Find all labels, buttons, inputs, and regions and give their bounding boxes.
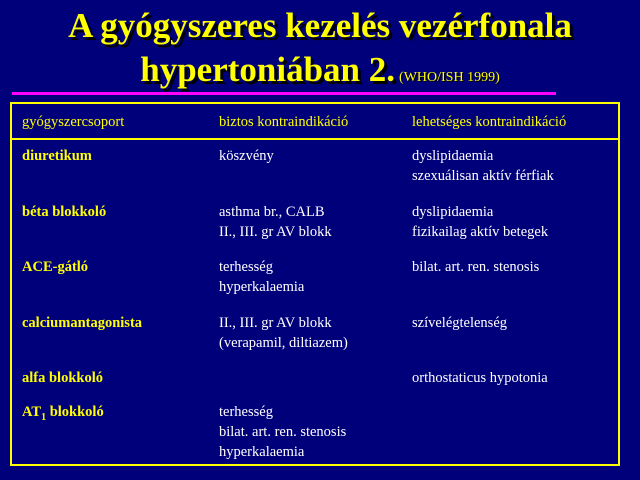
header-definite: biztos kontraindikáció [219,114,349,130]
possible-line: szexuálisan aktív férfiak [412,168,554,184]
row-diuretikum-group: diuretikum [22,148,92,164]
definite-line: terhesség [219,404,273,420]
row-calcium-possible [412,313,507,333]
possible-line: fizikailag aktív betegek [412,224,549,240]
definite-line: II., III. gr AV blokk [219,224,332,240]
row-at1-definite [219,402,346,462]
title-source-note: (WHO/ISH 1999) [399,70,500,85]
definite-line: hyperkalaemia [219,444,305,460]
title-line-2-text: hypertoniában 2. [140,50,396,89]
definite-line: asthma br., CALB [219,204,325,220]
possible-line: orthostaticus hypotonia [412,370,548,386]
definite-line: bilat. art. ren. stenosis [219,424,347,440]
row-calcium-definite [219,313,348,353]
table-header-row [12,104,618,138]
row-beta-possible [412,202,548,242]
row-beta-group: béta blokkoló [22,204,107,220]
slide-title [0,4,640,100]
definite-line: terhesség [219,259,273,275]
title-line-1: A gyógyszeres kezelés vezérfonala [68,6,572,45]
row-at1-group [22,402,104,422]
row-ace-group: ACE-gátló [22,259,89,275]
row-alfa-group: alfa blokkoló [22,370,103,386]
definite-line: köszvény [219,148,274,164]
definite-line: II., III. gr AV blokk [219,315,332,331]
definite-line: (verapamil, diltiazem) [219,335,348,351]
header-separator [12,138,618,140]
title-divider [12,92,556,95]
row-ace-definite [219,257,304,297]
header-possible: lehetséges kontraindikáció [412,114,567,130]
possible-line: szívelégtelenség [412,315,508,331]
contraindication-table [10,102,620,466]
row-calcium-group: calciumantagonista [22,315,143,331]
row-ace-possible [412,257,539,277]
row-alfa-possible [412,368,548,388]
possible-line: dyslipidaemia [412,204,494,220]
row-beta-definite [219,202,332,242]
possible-line: bilat. art. ren. stenosis [412,259,540,275]
at1-subscript: 1 [41,411,47,423]
row-diuretikum-possible [412,146,554,186]
possible-line: dyslipidaemia [412,148,494,164]
header-group: gyógyszercsoport [22,114,125,130]
row-diuretikum-definite [219,146,274,166]
definite-line: hyperkalaemia [219,279,305,295]
at1-suffix: blokkoló [46,404,104,420]
at1-prefix: AT [22,404,42,420]
